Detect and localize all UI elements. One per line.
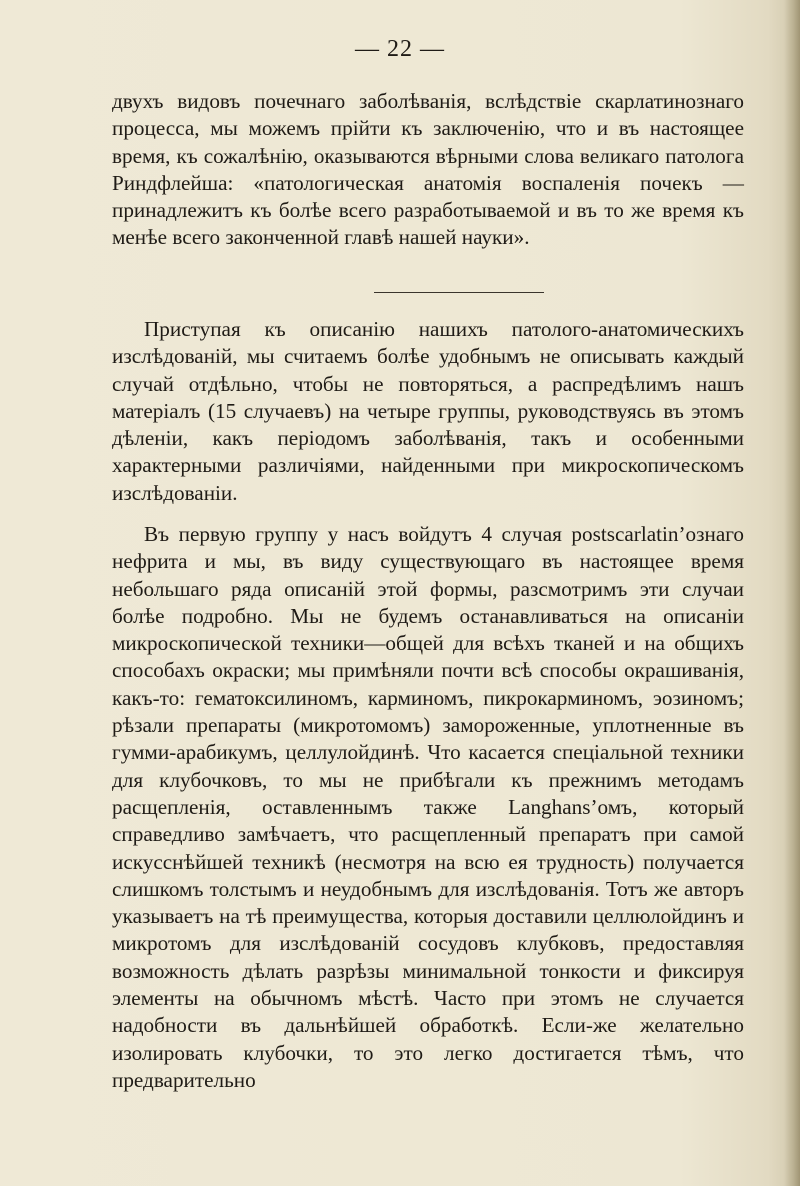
section-separator [374, 292, 544, 293]
page-edge-shadow [784, 0, 800, 1186]
paragraph-text: двухъ видовъ почечнаго заболѣванія, вслѣдствіе скарлатинознаго процесса, мы можемъ прійти къ заключенію, что и въ настоящее время, къ сожалѣнію, оказываются вѣрными слова великаго патолога Риндфлейша: «патологическая анатомія воспаленія почекъ — принадлежитъ къ болѣе всего разработываемой и въ то же время къ менѣе всего законченной главѣ нашей науки». [112, 89, 744, 250]
page-number: — 22 — [355, 36, 445, 62]
paragraph-text: Приступая къ описанію нашихъ патолого-анатомическихъ изслѣдованій, мы считаемъ болѣе удобнымъ не описывать каждый случай отдѣльно, чтобы не повторяться, а распредѣлимъ нашъ матеріалъ (15 случаевъ) на четыре группы, руководствуясь въ этомъ дѣленіи, какъ періодомъ заболѣванія, такъ и особенными характерными различіями, найденными при микроскопическомъ изслѣдованіи. [112, 317, 744, 505]
paragraph-first-group [112, 521, 744, 1094]
paragraph-text: Въ первую группу у насъ войдутъ 4 случая postscarlatin’ознаго нефрита и мы, въ виду существующаго въ настоящее время небольшаго ряда описаній этой формы, разсмотримъ эти случаи болѣе подробно. Мы не будемъ останавливаться на описаніи микроскопической техники—общей для всѣхъ тканей и на общихъ способахъ окраски; мы примѣняли почти всѣ способы окрашиванія, какъ-то: гематоксилиномъ, карминомъ, пикрокарминомъ, эозиномъ; рѣзали препараты (микротомомъ) замороженные, уплотненные въ гумми-арабикумъ, целлулойдинѣ. Что касается спеціальной техники для клубочковъ, то мы не прибѣгали къ прежнимъ методамъ расщепленія, оставленнымъ также Langhans’омъ, который справедливо замѣчаетъ, что расщепленный препаратъ при самой искусснѣйшей техникѣ (несмотря на всю ея трудность) получается слишкомъ толстымъ и неудобнымъ для изслѣдованія. Тотъ же авторъ указываетъ на тѣ преимущества, которыя доставили целлюлойдинъ и микротомъ для изслѣдованій сосудовъ клубковъ, предоставляя возможность дѣлать разрѣзы минимальной тонкости и фиксируя элементы на обычномъ мѣстѣ. Часто при этомъ не случается надобности въ дальнѣйшей обработкѣ. Если-же желательно изолировать клубочки, то это легко достигается тѣмъ, что предварительно [112, 522, 744, 1092]
paragraph-introduction [112, 316, 744, 507]
paragraph-continuation [112, 88, 744, 252]
